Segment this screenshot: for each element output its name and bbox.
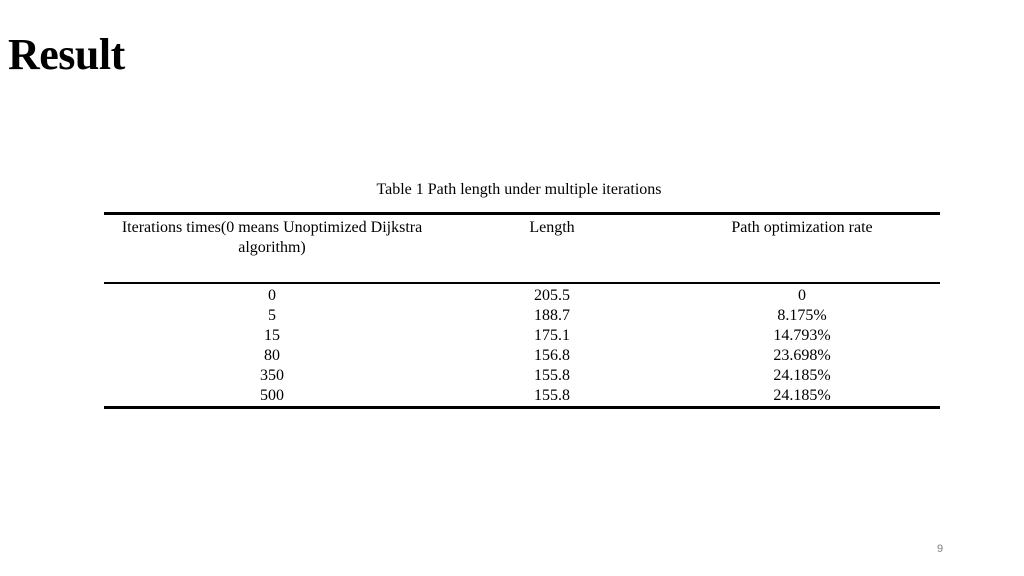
cell-rate: 14.793%: [773, 327, 831, 344]
cell-length: 175.1: [534, 327, 570, 344]
table-row: [104, 283, 940, 306]
cell-iterations: 15: [264, 327, 280, 344]
slide-title: Result: [8, 30, 125, 79]
page-number: 9: [937, 543, 944, 555]
table-row: [104, 346, 940, 366]
table-header-row: [104, 214, 940, 284]
cell-length: 205.5: [534, 287, 570, 304]
cell-rate: 8.175%: [777, 307, 827, 324]
cell-length: 156.8: [534, 347, 570, 364]
results-table: [104, 212, 940, 409]
cell-iterations: 5: [268, 307, 276, 324]
header-length: Length: [529, 219, 575, 236]
header-iterations: Iterations times(0 means Unoptimized Dijkstra algorithm): [121, 219, 423, 256]
cell-iterations: 0: [268, 287, 276, 304]
table-row: [104, 306, 940, 326]
cell-iterations: 350: [260, 367, 284, 384]
cell-iterations: 80: [264, 347, 280, 364]
cell-rate: 24.185%: [773, 367, 831, 384]
table-row: [104, 366, 940, 386]
header-optimization-rate: Path optimization rate: [731, 219, 873, 236]
table-block: [104, 178, 940, 409]
table-caption: Table 1 Path length under multiple iterations: [376, 181, 662, 198]
cell-rate: 24.185%: [773, 387, 831, 404]
cell-rate: 0: [798, 287, 806, 304]
cell-iterations: 500: [260, 387, 284, 404]
cell-length: 155.8: [534, 367, 570, 384]
cell-length: 188.7: [534, 307, 570, 324]
cell-rate: 23.698%: [773, 347, 831, 364]
table-row: [104, 386, 940, 408]
cell-length: 155.8: [534, 387, 570, 404]
table-row: [104, 326, 940, 346]
